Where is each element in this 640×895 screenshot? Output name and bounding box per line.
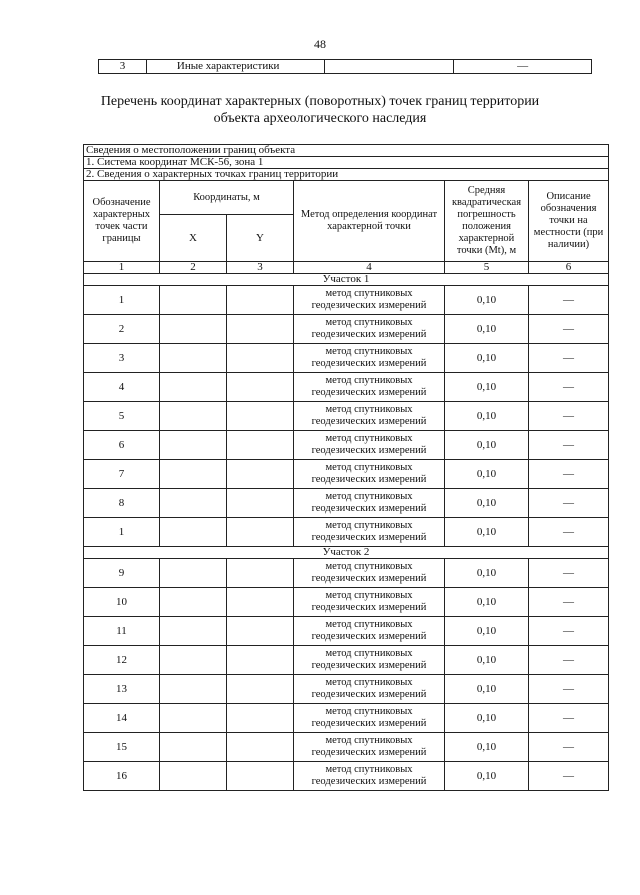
row-empty-cell xyxy=(324,60,454,74)
x-coordinate-cell xyxy=(160,402,227,431)
method-cell: метод спутниковых геодезических измерений xyxy=(294,518,445,547)
y-coordinate-cell xyxy=(227,675,294,704)
y-coordinate-cell xyxy=(227,704,294,733)
point-number-cell: 11 xyxy=(84,617,160,646)
error-cell: 0,10 xyxy=(445,518,529,547)
header-row xyxy=(84,181,609,215)
point-number-cell: 8 xyxy=(84,489,160,518)
column-numbers-row xyxy=(84,262,609,274)
header-designation: Обозначение характерных точек части границы xyxy=(84,181,160,262)
method-cell: метод спутниковых геодезических измерений xyxy=(294,733,445,762)
x-coordinate-cell xyxy=(160,588,227,617)
error-cell: 0,10 xyxy=(445,344,529,373)
table-row xyxy=(84,588,609,617)
point-number-cell: 12 xyxy=(84,646,160,675)
point-number-cell: 15 xyxy=(84,733,160,762)
description-cell: — xyxy=(529,344,609,373)
description-cell: — xyxy=(529,675,609,704)
header-method: Метод определения координат характерной точки xyxy=(294,181,445,262)
section-row xyxy=(84,547,609,559)
error-cell: 0,10 xyxy=(445,675,529,704)
header-description: Описание обозначения точки на местности (при наличии) xyxy=(529,181,609,262)
table-row xyxy=(84,460,609,489)
description-cell: — xyxy=(529,646,609,675)
point-number-cell: 6 xyxy=(84,431,160,460)
error-cell: 0,10 xyxy=(445,431,529,460)
table-row xyxy=(84,762,609,791)
table-row xyxy=(84,617,609,646)
x-coordinate-cell xyxy=(160,431,227,460)
point-number-cell: 13 xyxy=(84,675,160,704)
method-cell: метод спутниковых геодезических измерений xyxy=(294,646,445,675)
description-cell: — xyxy=(529,704,609,733)
description-cell: — xyxy=(529,559,609,588)
description-cell: — xyxy=(529,315,609,344)
error-cell: 0,10 xyxy=(445,460,529,489)
y-coordinate-cell xyxy=(227,460,294,489)
x-coordinate-cell xyxy=(160,460,227,489)
title-line-1: Перечень координат характерных (поворотных) точек границ территории xyxy=(100,94,540,109)
y-coordinate-cell xyxy=(227,373,294,402)
point-number-cell: 14 xyxy=(84,704,160,733)
error-cell: 0,10 xyxy=(445,588,529,617)
section-title: Участок 2 xyxy=(84,547,609,559)
description-cell: — xyxy=(529,286,609,315)
method-cell: метод спутниковых геодезических измерений xyxy=(294,617,445,646)
point-number-cell: 2 xyxy=(84,315,160,344)
info-row xyxy=(84,157,609,169)
error-cell: 0,10 xyxy=(445,402,529,431)
method-cell: метод спутниковых геодезических измерений xyxy=(294,588,445,617)
description-cell: — xyxy=(529,489,609,518)
table-row xyxy=(84,489,609,518)
method-cell: метод спутниковых геодезических измерений xyxy=(294,402,445,431)
error-cell: 0,10 xyxy=(445,315,529,344)
y-coordinate-cell xyxy=(227,559,294,588)
x-coordinate-cell xyxy=(160,646,227,675)
method-cell: метод спутниковых геодезических измерений xyxy=(294,704,445,733)
point-number-cell: 1 xyxy=(84,286,160,315)
y-coordinate-cell xyxy=(227,344,294,373)
column-number: 1 xyxy=(84,262,160,274)
method-cell: метод спутниковых геодезических измерений xyxy=(294,315,445,344)
method-cell: метод спутниковых геодезических измерений xyxy=(294,559,445,588)
table-row xyxy=(84,704,609,733)
table-row xyxy=(84,286,609,315)
table-row xyxy=(84,675,609,704)
x-coordinate-cell xyxy=(160,617,227,646)
column-number: 3 xyxy=(227,262,294,274)
table-row xyxy=(84,518,609,547)
x-coordinate-cell xyxy=(160,315,227,344)
point-number-cell: 3 xyxy=(84,344,160,373)
error-cell: 0,10 xyxy=(445,617,529,646)
table-row xyxy=(84,431,609,460)
y-coordinate-cell xyxy=(227,762,294,791)
x-coordinate-cell xyxy=(160,559,227,588)
point-number-cell: 10 xyxy=(84,588,160,617)
y-coordinate-cell xyxy=(227,431,294,460)
info-points-heading: 2. Сведения о характерных точках границ территории xyxy=(84,169,609,181)
y-coordinate-cell xyxy=(227,315,294,344)
title-line-2: объекта археологического наследия xyxy=(213,111,427,126)
x-coordinate-cell xyxy=(160,704,227,733)
description-cell: — xyxy=(529,762,609,791)
description-cell: — xyxy=(529,431,609,460)
table-row xyxy=(84,559,609,588)
x-coordinate-cell xyxy=(160,733,227,762)
description-cell: — xyxy=(529,617,609,646)
y-coordinate-cell xyxy=(227,489,294,518)
header-y: Y xyxy=(227,215,294,262)
error-cell: 0,10 xyxy=(445,762,529,791)
table-row xyxy=(84,344,609,373)
error-cell: 0,10 xyxy=(445,373,529,402)
error-cell: 0,10 xyxy=(445,733,529,762)
column-number: 2 xyxy=(160,262,227,274)
point-number-cell: 7 xyxy=(84,460,160,489)
row-label: Иные характеристики xyxy=(146,60,324,74)
point-number-cell: 9 xyxy=(84,559,160,588)
point-number-cell: 1 xyxy=(84,518,160,547)
error-cell: 0,10 xyxy=(445,559,529,588)
top-characteristics-table xyxy=(98,59,592,74)
section-title: Участок 1 xyxy=(84,274,609,286)
section-row xyxy=(84,274,609,286)
error-cell: 0,10 xyxy=(445,646,529,675)
info-coordinate-system: 1. Система координат МСК-56, зона 1 xyxy=(84,157,609,169)
table-row xyxy=(99,60,592,74)
x-coordinate-cell xyxy=(160,762,227,791)
header-error: Средняя квадратическая погрешность положения характерной точки (Mt), м xyxy=(445,181,529,262)
method-cell: метод спутниковых геодезических измерений xyxy=(294,460,445,489)
point-number-cell: 5 xyxy=(84,402,160,431)
info-location-heading: Сведения о местоположении границ объекта xyxy=(84,145,609,157)
x-coordinate-cell xyxy=(160,344,227,373)
info-row xyxy=(84,145,609,157)
column-number: 5 xyxy=(445,262,529,274)
description-cell: — xyxy=(529,460,609,489)
method-cell: метод спутниковых геодезических измерений xyxy=(294,675,445,704)
method-cell: метод спутниковых геодезических измерений xyxy=(294,373,445,402)
document-title xyxy=(0,93,640,127)
x-coordinate-cell xyxy=(160,489,227,518)
header-coordinates: Координаты, м xyxy=(160,181,294,215)
x-coordinate-cell xyxy=(160,286,227,315)
y-coordinate-cell xyxy=(227,733,294,762)
point-number-cell: 4 xyxy=(84,373,160,402)
description-cell: — xyxy=(529,373,609,402)
table-row xyxy=(84,315,609,344)
method-cell: метод спутниковых геодезических измерений xyxy=(294,489,445,518)
page-number: 48 xyxy=(314,37,326,51)
method-cell: метод спутниковых геодезических измерений xyxy=(294,431,445,460)
info-row xyxy=(84,169,609,181)
method-cell: метод спутниковых геодезических измерений xyxy=(294,286,445,315)
method-cell: метод спутниковых геодезических измерений xyxy=(294,762,445,791)
y-coordinate-cell xyxy=(227,588,294,617)
table-row xyxy=(84,733,609,762)
description-cell: — xyxy=(529,733,609,762)
description-cell: — xyxy=(529,402,609,431)
row-dash: — xyxy=(454,60,592,74)
table-row xyxy=(84,402,609,431)
row-number: 3 xyxy=(99,60,147,74)
header-x: X xyxy=(160,215,227,262)
error-cell: 0,10 xyxy=(445,286,529,315)
error-cell: 0,10 xyxy=(445,489,529,518)
y-coordinate-cell xyxy=(227,617,294,646)
point-number-cell: 16 xyxy=(84,762,160,791)
error-cell: 0,10 xyxy=(445,704,529,733)
table-row xyxy=(84,373,609,402)
column-number: 4 xyxy=(294,262,445,274)
y-coordinate-cell xyxy=(227,286,294,315)
x-coordinate-cell xyxy=(160,373,227,402)
y-coordinate-cell xyxy=(227,646,294,675)
column-number: 6 xyxy=(529,262,609,274)
y-coordinate-cell xyxy=(227,402,294,431)
x-coordinate-cell xyxy=(160,675,227,704)
coordinates-table xyxy=(83,144,609,791)
method-cell: метод спутниковых геодезических измерений xyxy=(294,344,445,373)
table-row xyxy=(84,646,609,675)
x-coordinate-cell xyxy=(160,518,227,547)
description-cell: — xyxy=(529,588,609,617)
description-cell: — xyxy=(529,518,609,547)
y-coordinate-cell xyxy=(227,518,294,547)
